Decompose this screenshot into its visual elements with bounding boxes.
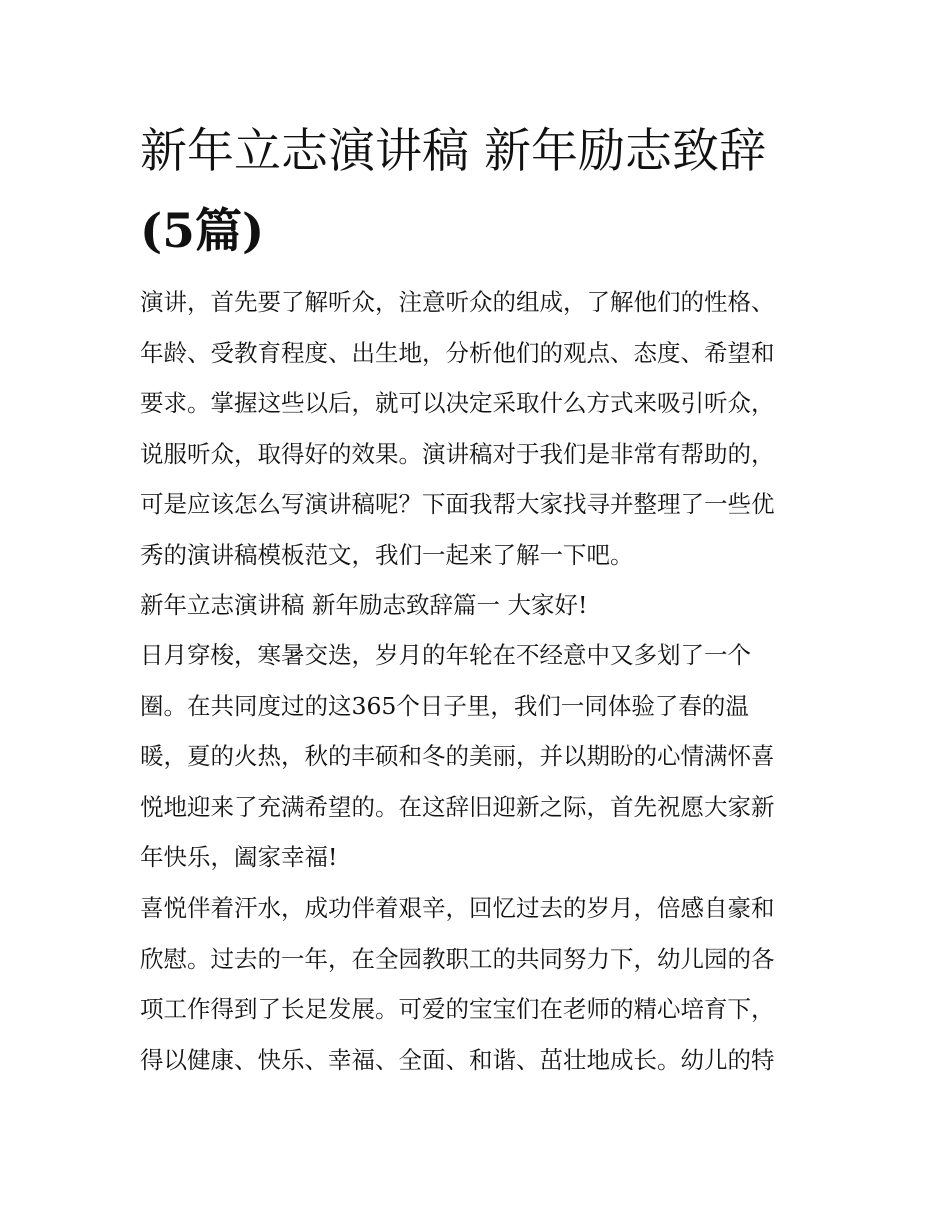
paragraph-line: 项工作得到了长足发展。可爱的宝宝们在老师的精心培育下， bbox=[140, 995, 775, 1023]
speech-paragraph bbox=[140, 883, 820, 1085]
paragraph-line: 年龄、受教育程度、出生地，分析他们的观点、态度、希望和 bbox=[140, 338, 775, 367]
paragraph-line: 要求。掌握这些以后，就可以决定采取什么方式来吸引听众， bbox=[140, 389, 775, 417]
paragraph-line: 得以健康、快乐、幸福、全面、和谐、茁壮地成长。幼儿的特 bbox=[140, 1045, 775, 1074]
section-heading-paragraph bbox=[140, 580, 820, 631]
speech-paragraph bbox=[140, 630, 820, 883]
paragraph-line: 秀的演讲稿模板范文，我们一起来了解一下吧。 bbox=[140, 540, 634, 569]
paragraph-line: 演讲，首先要了解听众，注意听众的组成，了解他们的性格、 bbox=[140, 288, 775, 316]
paragraph-line: 喜悦伴着汗水，成功伴着艰辛，回忆过去的岁月，倍感自豪和 bbox=[140, 894, 775, 922]
paragraph-line: 悦地迎来了充满希望的。在这辞旧迎新之际，首先祝愿大家新 bbox=[140, 792, 775, 821]
paragraph-line: 欣慰。过去的一年，在全园教职工的共同努力下，幼儿园的各 bbox=[140, 944, 775, 973]
paragraph-line: 圈。在共同度过的这365个日子里，我们一同体验了春的温 bbox=[140, 691, 749, 720]
paragraph-line: 日月穿梭，寒暑交迭，岁月的年轮在不经意中又多划了一个 bbox=[140, 641, 751, 669]
paragraph-line: 说服听众，取得好的效果。演讲稿对于我们是非常有帮助的， bbox=[140, 439, 775, 468]
paragraph-line: 暖，夏的火热，秋的丰硕和冬的美丽，并以期盼的心情满怀喜 bbox=[140, 742, 775, 770]
paragraph-line: 可是应该怎么写演讲稿呢？下面我帮大家找寻并整理了一些优 bbox=[140, 490, 775, 518]
document-title bbox=[140, 112, 830, 272]
paragraph-line: 年快乐，阖家幸福! bbox=[140, 843, 338, 871]
title-line: 新年立志演讲稿 新年励志致辞 bbox=[140, 124, 766, 179]
intro-paragraph bbox=[140, 277, 820, 580]
paragraph-line: 新年立志演讲稿 新年励志致辞篇一 大家好! bbox=[140, 591, 588, 619]
title-line: (5篇) bbox=[140, 204, 265, 259]
